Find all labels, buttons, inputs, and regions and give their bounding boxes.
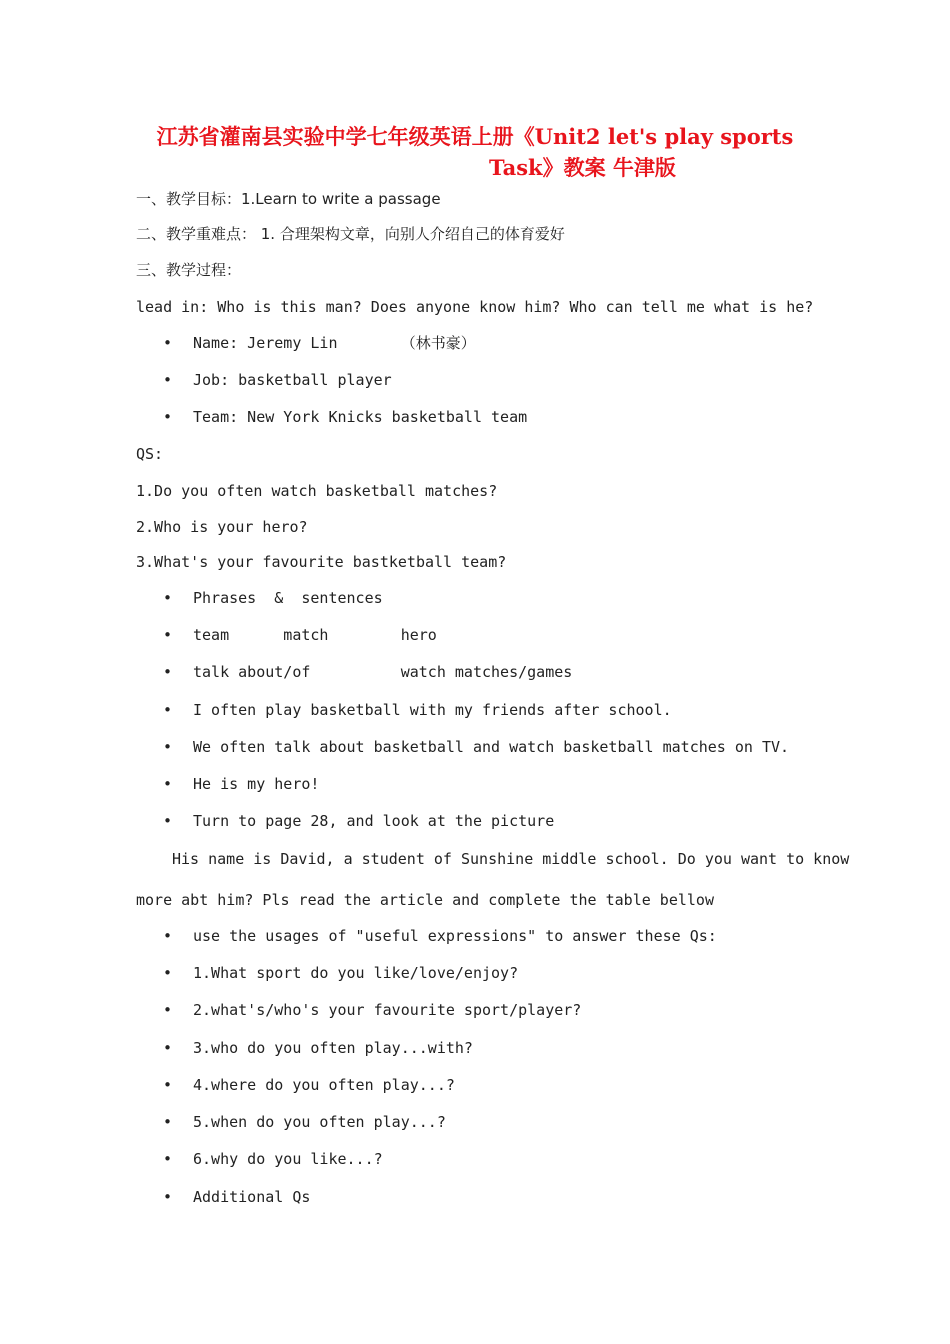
list-item: I often play basketball with my friends after school. <box>193 701 672 719</box>
question-line: 2.Who is your hero? <box>136 518 308 536</box>
bullet-icon: • <box>163 334 173 352</box>
bullet-icon: • <box>163 738 173 756</box>
list-item: Job: basketball player <box>193 371 392 389</box>
list-item: 3.who do you often play...with? <box>193 1039 473 1057</box>
objective-line: 一、教学目标：1.Learn to write a passage <box>136 190 441 208</box>
process-heading: 三、教学过程： <box>136 261 242 279</box>
bullet-icon: • <box>163 964 173 982</box>
qs-label: QS: <box>136 445 164 463</box>
bullet-icon: • <box>163 1113 173 1131</box>
bullet-icon: • <box>163 663 173 681</box>
list-item: Phrases & sentences <box>193 589 383 607</box>
bullet-icon: • <box>163 775 173 793</box>
bullet-icon: • <box>163 371 173 389</box>
bullet-icon: • <box>163 1150 173 1168</box>
bullet-icon: • <box>163 589 173 607</box>
list-item: 2.what's/who's your favourite sport/player? <box>193 1001 582 1019</box>
bullet-icon: • <box>163 408 173 426</box>
bullet-icon: • <box>163 1039 173 1057</box>
bullet-icon: • <box>163 812 173 830</box>
bullet-icon: • <box>163 1076 173 1094</box>
paragraph-line1: His name is David, a student of Sunshine middle school. Do you want to know <box>172 850 850 868</box>
list-item: He is my hero! <box>193 775 320 793</box>
bullet-icon: • <box>163 927 173 945</box>
list-item: Name: Jeremy Lin （林书豪） <box>193 334 476 352</box>
bullet-icon: • <box>163 626 173 644</box>
bullet-icon: • <box>163 1188 173 1206</box>
document-title-line1: 江苏省灌南县实验中学七年级英语上册《Unit2 let's play sports <box>156 124 794 149</box>
list-item: talk about/of watch matches/games <box>193 663 573 681</box>
list-item: Turn to page 28, and look at the picture <box>193 812 555 830</box>
list-item: 5.when do you often play...? <box>193 1113 446 1131</box>
document-title-line2: Task》教案 牛津版 <box>489 155 676 180</box>
question-line: 1.Do you often watch basketball matches? <box>136 482 498 500</box>
bullet-icon: • <box>163 701 173 719</box>
list-item: team match hero <box>193 626 437 644</box>
question-line: 3.What's your favourite bastketball team? <box>136 553 507 571</box>
bullet-icon: • <box>163 1001 173 1019</box>
difficulty-line: 二、教学重难点： 1. 合理架构文章，向别人介绍自己的体育爱好 <box>136 225 565 243</box>
list-item: 6.why do you like...? <box>193 1150 383 1168</box>
list-item: Team: New York Knicks basketball team <box>193 408 528 426</box>
list-item: 4.where do you often play...? <box>193 1076 455 1094</box>
paragraph-line2: more abt him? Pls read the article and complete the table bellow <box>136 891 714 909</box>
list-item: We often talk about basketball and watch basketball matches on TV. <box>193 738 790 756</box>
list-item: use the usages of "useful expressions" to answer these Qs: <box>193 927 717 945</box>
lead-in-line: lead in: Who is this man? Does anyone know him? Who can tell me what is he? <box>136 298 814 316</box>
list-item: 1.What sport do you like/love/enjoy? <box>193 964 519 982</box>
list-item: Additional Qs <box>193 1188 311 1206</box>
